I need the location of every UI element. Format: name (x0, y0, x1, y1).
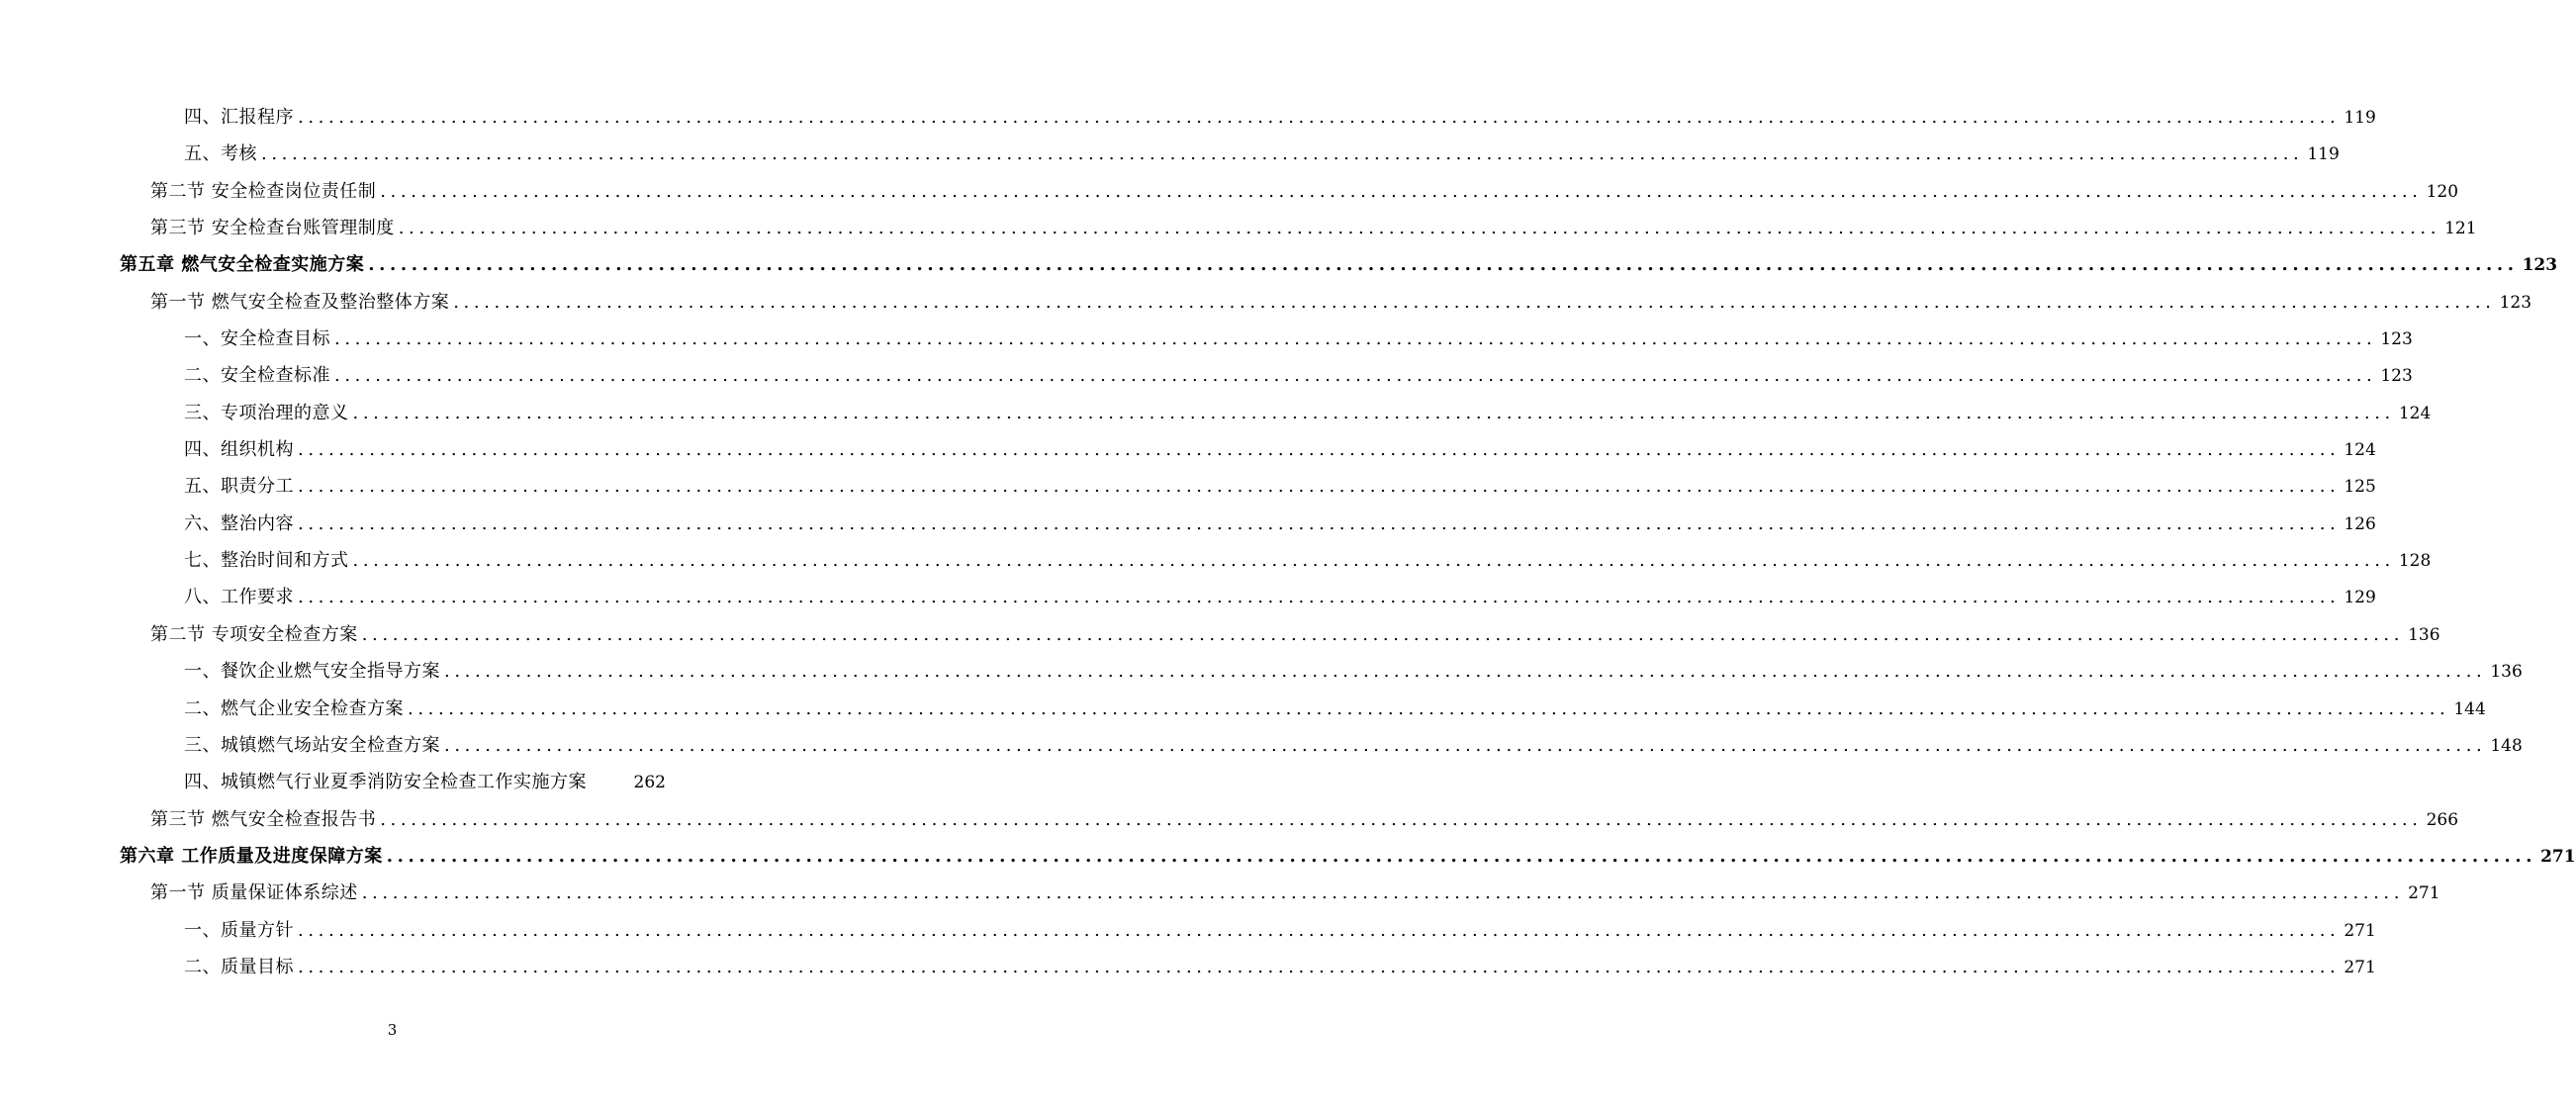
toc-entry-label: 第三节 安全检查台账管理制度 (150, 218, 395, 239)
toc-entry-label: 第三节 燃气安全检查报告书 (150, 808, 377, 830)
toc-leader-dots: ........................................................................................................................................................................................................ (298, 107, 2341, 128)
toc-row-2[interactable] (0, 173, 2459, 210)
toc-entry-page: 136 (2408, 624, 2440, 645)
toc-entry-page: 124 (2344, 440, 2376, 461)
toc-row-14[interactable] (0, 616, 2440, 653)
toc-entry-page: 266 (2426, 809, 2459, 830)
table-of-contents (0, 99, 2576, 985)
toc-entry-label: 第二节 安全检查岗位责任制 (150, 180, 377, 202)
toc-entry-page: 148 (2490, 735, 2523, 756)
toc-row-22[interactable] (0, 912, 2376, 949)
toc-leader-dots: ........................................................................................................................................................................................................ (261, 143, 2304, 165)
page-number: 3 (387, 1021, 398, 1039)
toc-entry-page: 271 (2540, 846, 2576, 867)
toc-entry-page: 123 (2380, 366, 2413, 387)
toc-entry-page: 123 (2522, 255, 2558, 276)
toc-leader-dots: ........................................................................................................................................................................................................ (361, 623, 2405, 645)
toc-entry-label: 五、考核 (184, 143, 257, 165)
toc-row-13[interactable] (0, 579, 2376, 615)
toc-row-18[interactable] (0, 764, 784, 800)
toc-entry-label: 四、城镇燃气行业夏季消防安全检查工作实施方案 (184, 772, 587, 793)
toc-entry-label: 四、汇报程序 (184, 107, 294, 128)
toc-entry-page: 128 (2398, 551, 2432, 572)
toc-entry-page: 271 (2344, 920, 2376, 941)
toc-entry-label: 八、工作要求 (184, 587, 294, 608)
toc-row-6[interactable] (0, 321, 2413, 357)
toc-leader-dots: ........................................................................................................................................................................................................ (298, 919, 2341, 941)
toc-leader-dots: ........................................................................................................................................................................................................ (444, 661, 2487, 683)
toc-row-10[interactable] (0, 468, 2376, 505)
toc-entry-page: 271 (2344, 957, 2376, 977)
toc-entry-page: 144 (2453, 698, 2486, 719)
toc-row-19[interactable] (0, 801, 2459, 838)
toc-entry-label: 三、城镇燃气场站安全检查方案 (184, 734, 440, 756)
toc-entry-label: 一、安全检查目标 (184, 328, 330, 350)
toc-row-0[interactable] (0, 99, 2376, 136)
toc-leader-dots: ........................................................................................................................................................................................................ (398, 218, 2441, 239)
toc-leader-dots: ........................................................................................................................................................................................................ (408, 697, 2450, 719)
toc-row-16[interactable] (0, 691, 2486, 727)
toc-entry-page: 123 (2499, 292, 2532, 313)
toc-row-3[interactable] (0, 210, 2477, 246)
toc-entry-page: 120 (2426, 181, 2459, 202)
toc-leader-dots: ........................................................................................................................................................................................................ (334, 365, 2377, 387)
toc-leader-dots: ........................................................................................................................................................................................................ (298, 439, 2341, 461)
toc-entry-label: 二、质量目标 (184, 956, 294, 977)
toc-entry-label: 一、餐饮企业燃气安全指导方案 (184, 661, 440, 683)
toc-entry-label: 第一节 质量保证体系综述 (150, 882, 358, 904)
toc-row-15[interactable] (0, 653, 2523, 690)
toc-leader-dots: ........................................................................................................................................................................................................ (368, 254, 2519, 276)
toc-leader-dots: ........................................................................................................................................................................................................ (298, 587, 2341, 608)
toc-leader-dots: ........................................................................................................................................................................................................ (298, 956, 2341, 977)
toc-leader-dots: ........................................................................................................................................................................................................ (352, 550, 2395, 572)
toc-entry-label: 四、组织机构 (184, 439, 294, 461)
toc-row-21[interactable] (0, 875, 2440, 911)
toc-entry-label: 二、燃气企业安全检查方案 (184, 697, 404, 719)
toc-entry-label: 第二节 专项安全检查方案 (150, 623, 358, 645)
toc-row-20[interactable] (0, 838, 2576, 875)
toc-row-23[interactable] (0, 949, 2376, 985)
toc-row-4[interactable] (0, 246, 2558, 283)
toc-entry-page: 125 (2344, 477, 2376, 498)
toc-entry-page: 136 (2490, 662, 2523, 683)
toc-entry-label: 七、整治时间和方式 (184, 550, 349, 572)
toc-row-11[interactable] (0, 506, 2376, 542)
toc-row-7[interactable] (0, 357, 2413, 394)
toc-entry-label: 第五章 燃气安全检查实施方案 (120, 254, 365, 276)
toc-row-17[interactable] (0, 727, 2523, 764)
toc-row-5[interactable] (0, 284, 2532, 321)
toc-leader-dots: ........................................................................................................................................................................................................ (298, 476, 2341, 498)
toc-row-8[interactable] (0, 395, 2432, 431)
toc-entry-label: 一、质量方针 (184, 919, 294, 941)
toc-entry-label: 第一节 燃气安全检查及整治整体方案 (150, 291, 450, 313)
toc-entry-page: 119 (2307, 144, 2340, 165)
toc-entry-page: 271 (2408, 883, 2440, 904)
toc-leader-dots: ........................................................................................................................................................................................................ (380, 180, 2423, 202)
toc-entry-label: 二、安全检查标准 (184, 365, 330, 387)
toc-entry-page: 262 (633, 773, 666, 793)
toc-entry-page: 124 (2398, 403, 2432, 423)
toc-entry-label: 三、专项治理的意义 (184, 402, 349, 423)
toc-row-12[interactable] (0, 542, 2432, 579)
toc-entry-label: 六、整治内容 (184, 512, 294, 534)
toc-leader-dots: ........................................................................................................................................................................................................ (334, 328, 2377, 350)
toc-entry-page: 129 (2344, 588, 2376, 608)
toc-entry-page: 123 (2380, 329, 2413, 350)
toc-leader-dots: ........................................................................................................................................................................................................ (444, 734, 2487, 756)
toc-entry-page: 126 (2344, 513, 2376, 534)
toc-row-9[interactable] (0, 431, 2376, 468)
toc-entry-page: 119 (2344, 108, 2376, 128)
toc-leader-dots: ........................................................................................................................................................................................................ (386, 845, 2537, 867)
toc-leader-dots: ........................................................................................................................................................................................................ (361, 882, 2405, 904)
toc-entry-page: 121 (2444, 219, 2477, 239)
toc-leader-dots: ........................................................................................................................................................................................................ (298, 512, 2341, 534)
toc-leader-dots: ........................................................................................................................................................................................................ (380, 808, 2423, 830)
toc-row-1[interactable] (0, 136, 2340, 172)
toc-entry-label: 五、职责分工 (184, 476, 294, 498)
toc-leader-dots: ........................................................................................................................................................................................................ (352, 402, 2395, 423)
toc-leader-dots: ........................................................................................................................................................................................................ (453, 291, 2496, 313)
toc-entry-label: 第六章 工作质量及进度保障方案 (120, 845, 383, 867)
